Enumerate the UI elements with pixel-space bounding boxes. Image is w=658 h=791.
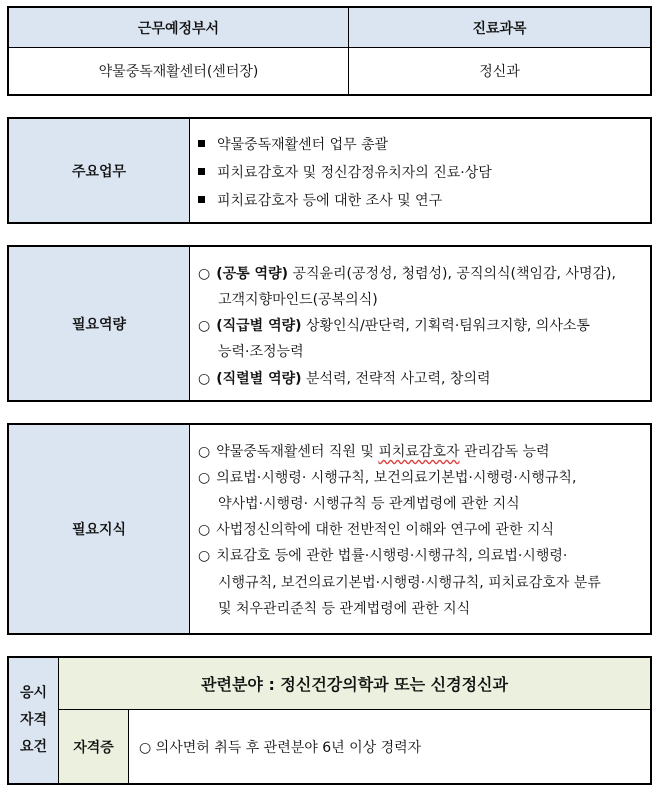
knowledge-line: ○ 사법정신의학에 대한 전반적인 이해와 연구에 관한 지식: [198, 522, 554, 538]
competency-content: [190, 247, 650, 400]
knowledge-line: 및 처우관리준칙 등 관계법령에 관한 지식: [218, 601, 471, 617]
knowledge-line: 약사법·시행령· 시행규칙 등 관계법령에 관한 지식: [218, 496, 520, 512]
duties-label: 주요업무: [9, 119, 190, 222]
circle-bullet-icon: ○: [198, 318, 211, 334]
competency-line: ○ (공통 역량) 공직윤리(공정성, 청렴성), 공직의식(책임감, 사명감),: [198, 266, 616, 282]
circle-bullet-icon: ○: [198, 548, 211, 564]
square-bullet-icon: [198, 168, 205, 175]
column-divider: [348, 8, 349, 94]
circle-bullet-icon: ○: [198, 522, 211, 538]
competency-line: 고객지향마인드(공복의식): [218, 292, 378, 308]
department-table: [7, 6, 652, 96]
competency-line: ○ (직급별 역량) 상황인식/판단력, 기획력·팀워크지향, 의사소통: [198, 318, 590, 334]
license-label: 자격증: [59, 710, 129, 783]
duty-item: 피치료감호자 등에 대한 조사 및 연구: [198, 190, 442, 210]
knowledge-line: 시행규칙, 보건의료기본법·시행령·시행규칙, 피치료감호자 분류: [218, 575, 601, 591]
specialty-value: 정신과: [479, 64, 520, 80]
related-field: 관련분야 : 정신건강의학과 또는 신경정신과: [59, 658, 650, 710]
knowledge-line: ○ 치료감호 등에 관한 법률·시행령·시행규칙, 의료법·시행령·: [198, 548, 568, 564]
knowledge-label: 필요지식: [9, 425, 190, 633]
knowledge-line: ○ 의료법·시행령· 시행규칙, 보건의료기본법·시행령·시행규칙,: [198, 470, 577, 486]
circle-bullet-icon: ○: [198, 470, 211, 486]
knowledge-table: [7, 423, 652, 635]
circle-bullet-icon: ○: [198, 444, 211, 460]
competency-label: 필요역량: [9, 247, 190, 400]
knowledge-content: [190, 425, 650, 633]
duties-content: [190, 119, 650, 222]
duty-item: 피치료감호자 및 정신감정유치자의 진료·상담: [198, 162, 492, 182]
knowledge-line: ○ 약물중독재활센터 직원 및 피치료감호자 관리감독 능력: [198, 444, 550, 460]
square-bullet-icon: [198, 196, 205, 203]
circle-bullet-icon: ○: [198, 371, 211, 387]
license-requirement: ○ 의사면허 취득 후 관련분야 6년 이상 경력자: [139, 739, 422, 756]
competency-table: [7, 245, 652, 402]
square-bullet-icon: [198, 140, 205, 147]
duties-table: [7, 117, 652, 224]
department-header-row: [9, 8, 650, 48]
qualification-table: [7, 656, 652, 785]
department-value-row: [9, 48, 650, 94]
competency-line: 능력·조정능력: [218, 344, 304, 360]
specialty-header: 진료과목: [472, 20, 527, 37]
department-value: 약물중독재활센터(센터장): [98, 64, 259, 80]
department-header: 근무예정부서: [137, 20, 220, 37]
competency-line: ○ (직렬별 역량) 분석력, 전략적 사고력, 창의력: [198, 371, 491, 387]
circle-bullet-icon: ○: [198, 266, 211, 282]
duty-item: 약물중독재활센터 업무 총괄: [198, 134, 388, 154]
qualification-label: 응시 자격 요건: [9, 658, 59, 783]
